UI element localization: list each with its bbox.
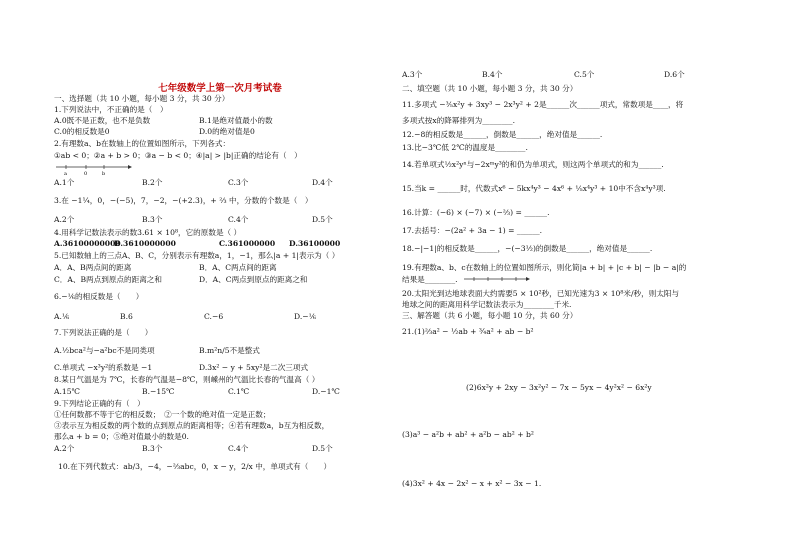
q2-option-b: B.2个 [142, 178, 163, 187]
q20: 20.太阳光到达地球表面大约需要5 × 10²秒，已知光速为3 × 10⁸米/秒，则太阳与 [402, 289, 680, 298]
q1-option-c: C.0的相反数是0 [54, 127, 110, 136]
q3-option-b: B.3个 [142, 215, 163, 224]
q6-option-c: C.−6 [204, 312, 224, 321]
q3-stem: 3.在 −1¼，0，−(−5)，7，−2，−(+2.3)，+ ⅔ 中，分数的个数是（ ） [54, 196, 313, 205]
q21-part-1: 21.(1)⅔a² − ½ab + ¾a² + ab − b² [402, 327, 534, 336]
q2-axis-label-b: b [102, 171, 106, 177]
q15: 15.当k = ______时，代数式x⁶ − 5kx⁴y³ − 4x⁶ + ⅕x⁴y³ + 10中不含x⁴y³项. [402, 184, 666, 193]
q20-continued: 地球之间的距离用科学记数法表示为________千米. [402, 300, 572, 309]
section2-header: 二、填空题（共 10 小题，每小题 3 分，共 30 分） [402, 84, 578, 93]
q1-stem: 1.下列说法中，不正确的是（ ） [54, 105, 168, 114]
q9-line-1: ①任何数都不等于它的相反数； ②一个数的绝对值一定是正数； [54, 410, 271, 419]
q2-items: ①ab < 0；②a + b > 0；③a − b < 0；④|a| > |b|正确的结论有（ ） [54, 151, 302, 160]
q2-option-a: A.1个 [54, 178, 75, 187]
q8-stem: 8.某日气温是为 7℃，长春的气温是−8℃，则嵊州的气温比长春的气温高（ ） [54, 375, 320, 384]
q1-option-b: B.1是绝对值最小的数 [199, 116, 273, 125]
q7-stem: 7.下列说法正确的是（ ） [54, 328, 153, 337]
section1-header: 一、选择题（共 10 小题，每小题 3 分，共 30 分） [54, 94, 230, 103]
q4-option-a: A.36100000000 [54, 239, 121, 248]
q4-option-b: B.3610000000 [114, 239, 176, 248]
q2-number-line [54, 163, 134, 177]
q4-option-d: D.36100000 [289, 239, 341, 248]
q6-option-b: B.6 [120, 312, 133, 321]
exam-title: 七年级数学上第一次月考试卷 [158, 83, 282, 94]
q13: 13.比−3℃低 2℃的温度是________. [402, 143, 528, 152]
q5-option-c: C．A、B两点到原点的距离之和 [54, 275, 162, 284]
q6-option-d: D.−⅙ [294, 312, 316, 321]
q19: 19.有理数a、b、c在数轴上的位置如图所示，则化简|a + b| + |c + b| − |b − a|的 [402, 263, 687, 272]
q12: 12.−8的相反数是______，倒数是______，绝对值是______. [402, 130, 603, 139]
q6-option-a: A.⅙ [54, 312, 70, 321]
q9-option-a: A.2个 [54, 444, 75, 453]
q1-option-d: D.0的绝对值是0 [199, 127, 255, 136]
q6-stem: 6.−⅙的相反数是（ ） [54, 292, 144, 301]
q8-option-c: C.1℃ [228, 387, 250, 396]
q19-number-line [462, 274, 532, 284]
q11-continued: 多项式按x的降幂排列为________. [402, 116, 516, 125]
q21-part-2: (2)6x²y + 2xy − 3x²y² − 7x − 5yx − 4y²x² − 6x²y [466, 383, 652, 392]
q9-option-b: B.3个 [142, 444, 163, 453]
q10-option-d: D.6个 [664, 70, 685, 79]
q14: 14.若单项式½x²yⁿ与−2xᵐy³的和仍为单项式，则这两个单项式的和为______. [402, 160, 664, 169]
q3-option-d: D.5个 [312, 215, 333, 224]
q5-stem: 5.已知数轴上的三点A、B、C，分别表示有理数a，1，−1，那么|a + 1|表示为（ ） [54, 251, 340, 260]
q7-option-b: B.m²n/5不是整式 [199, 346, 260, 355]
q5-option-d: D．A、C两点到原点的距离之和 [199, 275, 308, 284]
q7-option-d: D.3x² − y + 5xy²是二次三项式 [199, 363, 309, 372]
q9-line-2: ③表示互为相反数的两个数的点到原点的距离相等；④若有理数a，b互为相反数， [54, 421, 330, 430]
q2-axis-label-a: a [64, 171, 67, 177]
q9-line-3: 那么a + b = 0；⑤绝对值最小的数是0. [54, 432, 189, 441]
q10-option-c: C.5个 [574, 70, 595, 79]
q2-axis-label-zero: 0 [84, 171, 88, 177]
q1-option-a: A.0既不是正数，也不是负数 [54, 116, 151, 125]
q9-option-d: D.5个 [312, 444, 333, 453]
q16: 16.计算：(−6) × (−7) × (−⅔) = ______. [402, 208, 550, 217]
q10-option-a: A.3个 [402, 70, 423, 79]
section3-header: 三、解答题（共 6 小题，每小题 10 分，共 60 分） [402, 311, 578, 320]
q2-option-c: C.3个 [228, 178, 249, 187]
q8-option-a: A.15℃ [54, 387, 81, 396]
q11: 11.多项式 −⅗x²y + 3xy³ − 2x³y² + 2是______次______项式，常数项是____，将 [402, 100, 684, 109]
q19-continued: 结果是________. [402, 275, 458, 284]
q17: 17.去括号：−(2a² + 3a − 1) = ______. [402, 226, 543, 235]
q4-option-c: C.361000000 [219, 239, 276, 248]
q5-option-a: A．A、B两点间的距离 [54, 263, 132, 272]
q8-option-d: D.−1℃ [312, 387, 340, 396]
q21-part-4: (4)3x² + 4x − 2x² − x + x² − 3x − 1. [402, 479, 542, 488]
q2-stem: 2.有理数a、b在数轴上的位置如图所示，下列各式： [54, 139, 231, 148]
q10-option-b: B.4个 [482, 70, 503, 79]
q10-stem: 10.在下列代数式：ab/3，−4，−⅔abc，0，x − y，2/x 中，单项式有（ ） [58, 462, 332, 471]
q2-option-d: D.4个 [312, 178, 333, 187]
q9-option-c: C.4个 [228, 444, 249, 453]
q3-option-c: C.4个 [228, 215, 249, 224]
q4-stem: 4.用科学记数法表示的数3.61 × 10⁸，它的原数是（ ） [54, 228, 242, 237]
q18: 18.−|−1|的相反数是______，−(−3½)的倒数是______，绝对值是______. [402, 244, 653, 253]
q8-option-b: B.−15℃ [142, 387, 175, 396]
q3-option-a: A.2个 [54, 215, 75, 224]
q7-option-c: C.单项式 −x³y²的系数是 −1 [54, 363, 153, 372]
q5-option-b: B．A、C两点间的距离 [199, 263, 277, 272]
q21-part-3: (3)a³ − a²b + ab² + a²b − ab² + b² [402, 430, 534, 439]
q7-option-a: A.½bca²与−a²bc不是同类项 [54, 346, 155, 355]
q9-stem: 9.下列结论正确的有（ ） [54, 399, 145, 408]
